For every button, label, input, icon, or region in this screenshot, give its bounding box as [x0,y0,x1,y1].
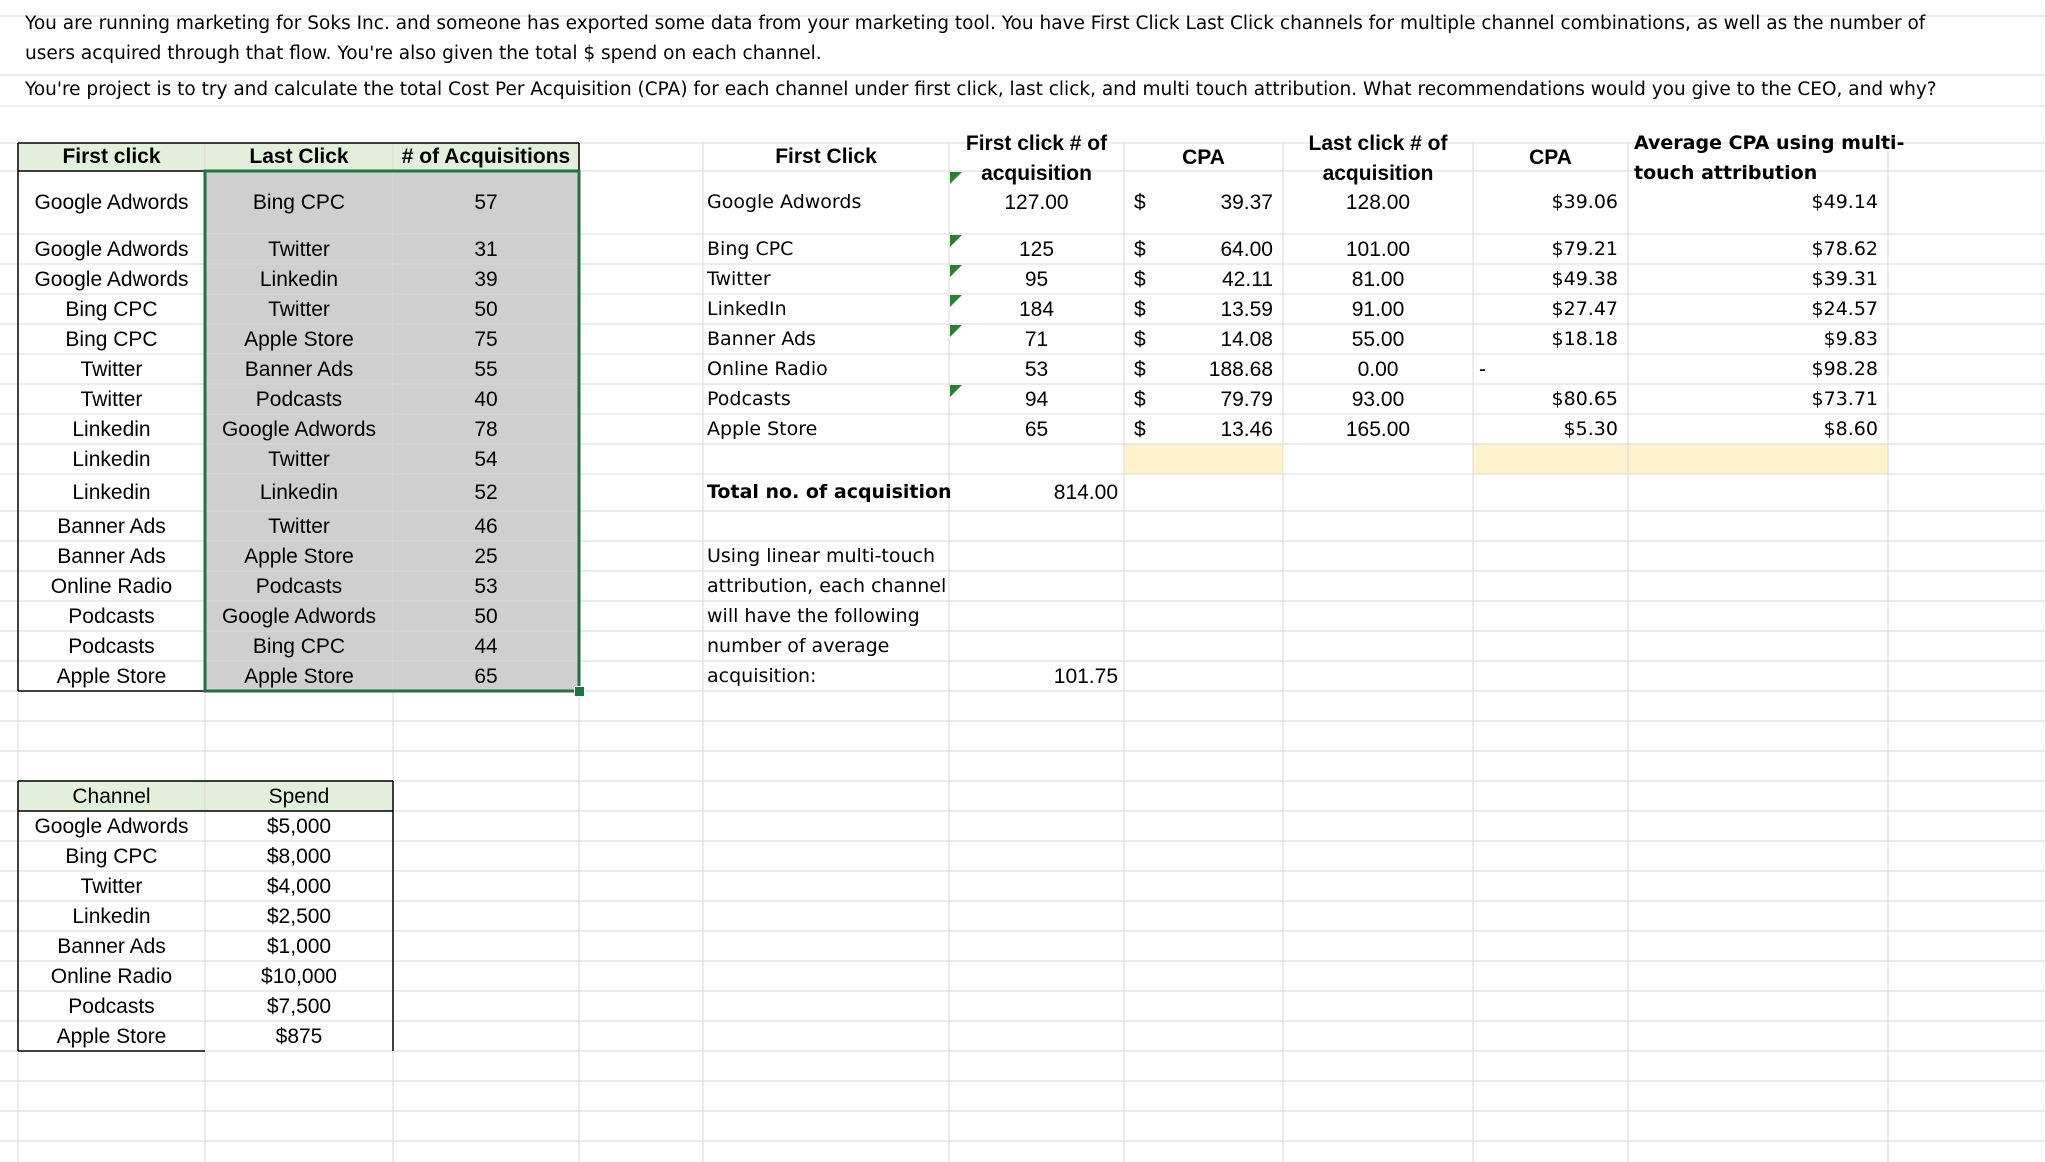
summary-fc[interactable]: 53 [1024,357,1049,381]
summary-avg[interactable]: $24.57 [1811,297,1878,320]
spend-cell-spend[interactable]: $8,000 [266,844,332,868]
summary-header-lc-acq-1[interactable]: Last click # of [1308,131,1448,155]
flows-cell-acq[interactable]: 53 [474,574,498,598]
flows-cell-acq[interactable]: 65 [474,664,498,688]
note-line[interactable]: will have the following [707,604,920,627]
note-line[interactable]: Using linear multi-touch [707,544,936,567]
summary-header-fc-acq-1[interactable]: First click # of [965,131,1108,155]
flows-cell-acq[interactable]: 54 [474,447,498,471]
summary-cpa1[interactable]: 42.11 [1222,267,1273,291]
flows-cell-first[interactable]: Online Radio [50,574,173,598]
spend-cell-channel[interactable]: Apple Store [56,1024,167,1048]
summary-avg[interactable]: $98.28 [1811,357,1878,380]
spend-cell-spend[interactable]: $10,000 [261,964,337,988]
flows-header-acquisitions[interactable]: # of Acquisitions [401,145,571,168]
summary-cpa1[interactable]: 39.37 [1220,191,1273,214]
summary-cpa1[interactable]: 13.59 [1220,297,1273,321]
summary-cpa1[interactable]: 13.46 [1220,417,1273,441]
flows-cell-acq[interactable]: 31 [474,237,498,261]
summary-channel[interactable]: Podcasts [707,387,791,410]
intro-line-2[interactable]: users acquired through that flow. You're also given the total $ spend on each channel. [25,42,822,64]
summary-cpa1-dollar[interactable]: $ [1134,267,1146,291]
flows-cell-acq[interactable]: 55 [474,357,498,381]
summary-fc[interactable]: 125 [1018,237,1055,261]
summary-fc[interactable]: 65 [1024,417,1049,441]
summary-cpa1-dollar[interactable]: $ [1134,297,1146,321]
flows-cell-first[interactable]: Twitter [80,387,143,411]
spend-cell-spend[interactable]: $5,000 [266,814,332,838]
highlight-cpa1 [1124,444,1283,474]
flows-cell-first[interactable]: Twitter [80,357,143,381]
intro-line-3[interactable]: You're project is to try and calculate the total Cost Per Acquisition (CPA) for each channel under first click, last click, and multi touch attribution. What recommendations would you give to the CEO, and why? [25,79,1937,101]
summary-lc[interactable]: 128.00 [1345,191,1411,214]
summary-lc[interactable]: 165.00 [1345,417,1411,441]
flows-cell-acq[interactable]: 25 [474,544,498,568]
error-indicator-icon[interactable] [950,325,962,337]
summary-header-first-click[interactable]: First Click [775,145,877,168]
flows-cell-last[interactable]: Podcasts [255,574,343,598]
spend-cell-channel[interactable]: Linkedin [72,904,151,928]
summary-header-avg-2[interactable]: touch attribution [1634,161,1818,184]
summary-lc[interactable]: 0.00 [1357,357,1399,381]
spend-cell-spend[interactable]: $7,500 [266,994,332,1018]
summary-fc[interactable]: 127.00 [1004,191,1069,214]
summary-avg[interactable]: $8.60 [1823,417,1878,440]
flows-cell-first[interactable]: Podcasts [68,634,155,658]
total-value[interactable]: 814.00 [1053,481,1118,504]
spend-header-channel[interactable]: Channel [72,784,151,808]
summary-channel[interactable]: Twitter [707,267,771,290]
summary-cpa2[interactable]: $18.18 [1551,327,1618,350]
flows-cell-acq[interactable]: 46 [474,514,498,538]
flows-cell-last[interactable]: Bing CPC [252,634,346,658]
summary-fc[interactable]: 95 [1024,267,1049,291]
summary-channel[interactable]: Bing CPC [707,237,794,260]
summary-cpa1-dollar[interactable]: $ [1134,357,1146,381]
flows-cell-first[interactable]: Banner Ads [57,544,166,568]
error-indicator-icon[interactable] [950,235,962,247]
summary-cpa1[interactable]: 64.00 [1220,237,1273,261]
flows-cell-last[interactable]: Twitter [268,297,330,321]
spend-cell-channel[interactable]: Bing CPC [65,844,158,868]
summary-channel[interactable]: Online Radio [707,357,828,380]
flows-cell-last[interactable]: Podcasts [255,387,343,411]
flows-cell-acq[interactable]: 78 [474,417,498,441]
note-line[interactable]: attribution, each channel [707,574,947,597]
summary-cpa2[interactable]: $5.30 [1563,417,1618,440]
flows-cell-acq[interactable]: 50 [474,604,498,628]
summary-lc[interactable]: 55.00 [1351,327,1405,351]
flows-cell-first[interactable]: Google Adwords [34,267,189,291]
flows-cell-first[interactable]: Linkedin [72,417,151,441]
note-line[interactable]: acquisition: [707,664,817,687]
summary-lc[interactable]: 101.00 [1345,237,1411,261]
spend-cell-channel[interactable]: Twitter [80,874,143,898]
spend-cell-channel[interactable]: Online Radio [50,964,173,988]
summary-lc[interactable]: 81.00 [1351,267,1405,291]
summary-header-cpa2[interactable]: CPA [1529,145,1572,169]
total-label[interactable]: Total no. of acquisition [707,481,952,503]
flows-cell-last[interactable]: Google Adwords [221,604,377,628]
flows-cell-acq[interactable]: 50 [474,297,498,321]
summary-cpa1[interactable]: 14.08 [1220,327,1273,351]
summary-header-lc-acq-2[interactable]: acquisition [1322,161,1434,185]
summary-cpa2[interactable]: $27.47 [1551,297,1618,320]
summary-avg[interactable]: $78.62 [1811,237,1878,260]
summary-cpa2[interactable]: $49.38 [1551,267,1618,290]
summary-fc[interactable]: 71 [1024,327,1049,351]
flows-cell-acq[interactable]: 75 [474,327,498,351]
spend-header-spend[interactable]: Spend [268,784,330,808]
spend-cell-channel[interactable]: Google Adwords [34,814,189,838]
summary-header-fc-acq-2[interactable]: acquisition [981,161,1092,185]
flows-cell-first[interactable]: Google Adwords [34,191,189,214]
summary-cpa2[interactable]: $80.65 [1551,387,1618,410]
summary-lc[interactable]: 91.00 [1351,297,1405,321]
flows-cell-acq[interactable]: 52 [474,481,498,504]
flows-cell-first[interactable]: Bing CPC [65,327,158,351]
highlight-cpa2-avg [1473,444,1888,474]
spend-cell-spend[interactable]: $875 [275,1024,323,1048]
summary-cpa1-dollar[interactable]: $ [1134,417,1146,441]
summary-cpa1-dollar[interactable]: $ [1134,387,1146,411]
summary-avg[interactable]: $73.71 [1811,387,1878,410]
flows-cell-last[interactable]: Twitter [268,514,330,538]
flows-cell-acq[interactable]: 39 [474,267,498,291]
summary-channel[interactable]: Apple Store [707,417,818,440]
summary-fc[interactable]: 94 [1024,387,1049,411]
spend-cell-spend[interactable]: $4,000 [266,874,332,898]
flows-cell-last[interactable]: Twitter [268,237,330,261]
summary-lc[interactable]: 93.00 [1351,387,1405,411]
intro-line-1[interactable]: You are running marketing for Soks Inc. and someone has exported some data from your marketing tool. You have First Click Last Click channels for multiple channel combinations, as well as the number of [25,12,1926,34]
summary-cpa1[interactable]: 188.68 [1208,357,1273,381]
summary-channel[interactable]: Google Adwords [707,191,862,213]
flows-cell-first[interactable]: Linkedin [72,447,151,471]
flows-header-first-click[interactable]: First click [62,145,161,168]
flows-cell-last[interactable]: Google Adwords [221,417,377,441]
note-value[interactable]: 101.75 [1053,664,1118,688]
summary-cpa2[interactable]: $39.06 [1551,191,1618,213]
summary-header-avg-1[interactable]: Average CPA using multi- [1634,131,1905,154]
summary-cpa2[interactable]: $79.21 [1551,237,1618,260]
flows-cell-first[interactable]: Banner Ads [57,514,166,538]
summary-channel[interactable]: LinkedIn [707,297,787,320]
flows-header-last-click[interactable]: Last Click [249,145,349,168]
flows-cell-first[interactable]: Google Adwords [34,237,189,261]
flows-cell-acq[interactable]: 57 [474,191,498,214]
flows-cell-first[interactable]: Bing CPC [65,297,158,321]
summary-cpa2-dash[interactable]: - [1479,357,1486,381]
error-indicator-icon[interactable] [950,295,962,307]
flows-cell-last[interactable]: Twitter [268,447,330,471]
summary-cpa1-dollar[interactable]: $ [1134,191,1146,214]
flows-cell-acq[interactable]: 44 [474,634,498,658]
spend-cell-spend[interactable]: $2,500 [266,904,332,928]
error-indicator-icon[interactable] [950,265,962,277]
flows-cell-first[interactable]: Podcasts [68,604,155,628]
flows-cell-first[interactable]: Linkedin [72,481,151,504]
flows-cell-last[interactable]: Apple Store [244,327,354,351]
flows-cell-last[interactable]: Apple Store [244,664,354,688]
flows-cell-last[interactable]: Bing CPC [252,191,346,214]
summary-cpa1[interactable]: 79.79 [1220,387,1273,411]
flows-cell-last[interactable]: Apple Store [244,544,354,568]
summary-avg[interactable]: $39.31 [1811,267,1878,290]
spend-cell-spend[interactable]: $1,000 [266,934,332,958]
note-line[interactable]: number of average [707,634,890,657]
summary-avg[interactable]: $9.83 [1823,327,1878,350]
summary-channel[interactable]: Banner Ads [707,327,816,350]
summary-avg[interactable]: $49.14 [1811,191,1878,213]
flows-cell-last[interactable]: Linkedin [259,481,339,504]
flows-cell-first[interactable]: Apple Store [56,664,167,688]
flows-cell-acq[interactable]: 40 [474,387,498,411]
summary-cpa1-dollar[interactable]: $ [1134,237,1146,261]
spend-cell-channel[interactable]: Banner Ads [57,934,166,958]
error-indicator-icon[interactable] [950,385,962,397]
summary-cpa1-dollar[interactable]: $ [1134,327,1146,351]
flows-cell-last[interactable]: Linkedin [259,267,339,291]
spend-cell-channel[interactable]: Podcasts [68,994,155,1018]
error-indicator-icon[interactable] [950,172,962,184]
fill-handle[interactable] [574,686,585,697]
flows-cell-last[interactable]: Banner Ads [244,357,354,381]
summary-fc[interactable]: 184 [1018,297,1055,321]
summary-header-cpa1[interactable]: CPA [1182,145,1225,169]
